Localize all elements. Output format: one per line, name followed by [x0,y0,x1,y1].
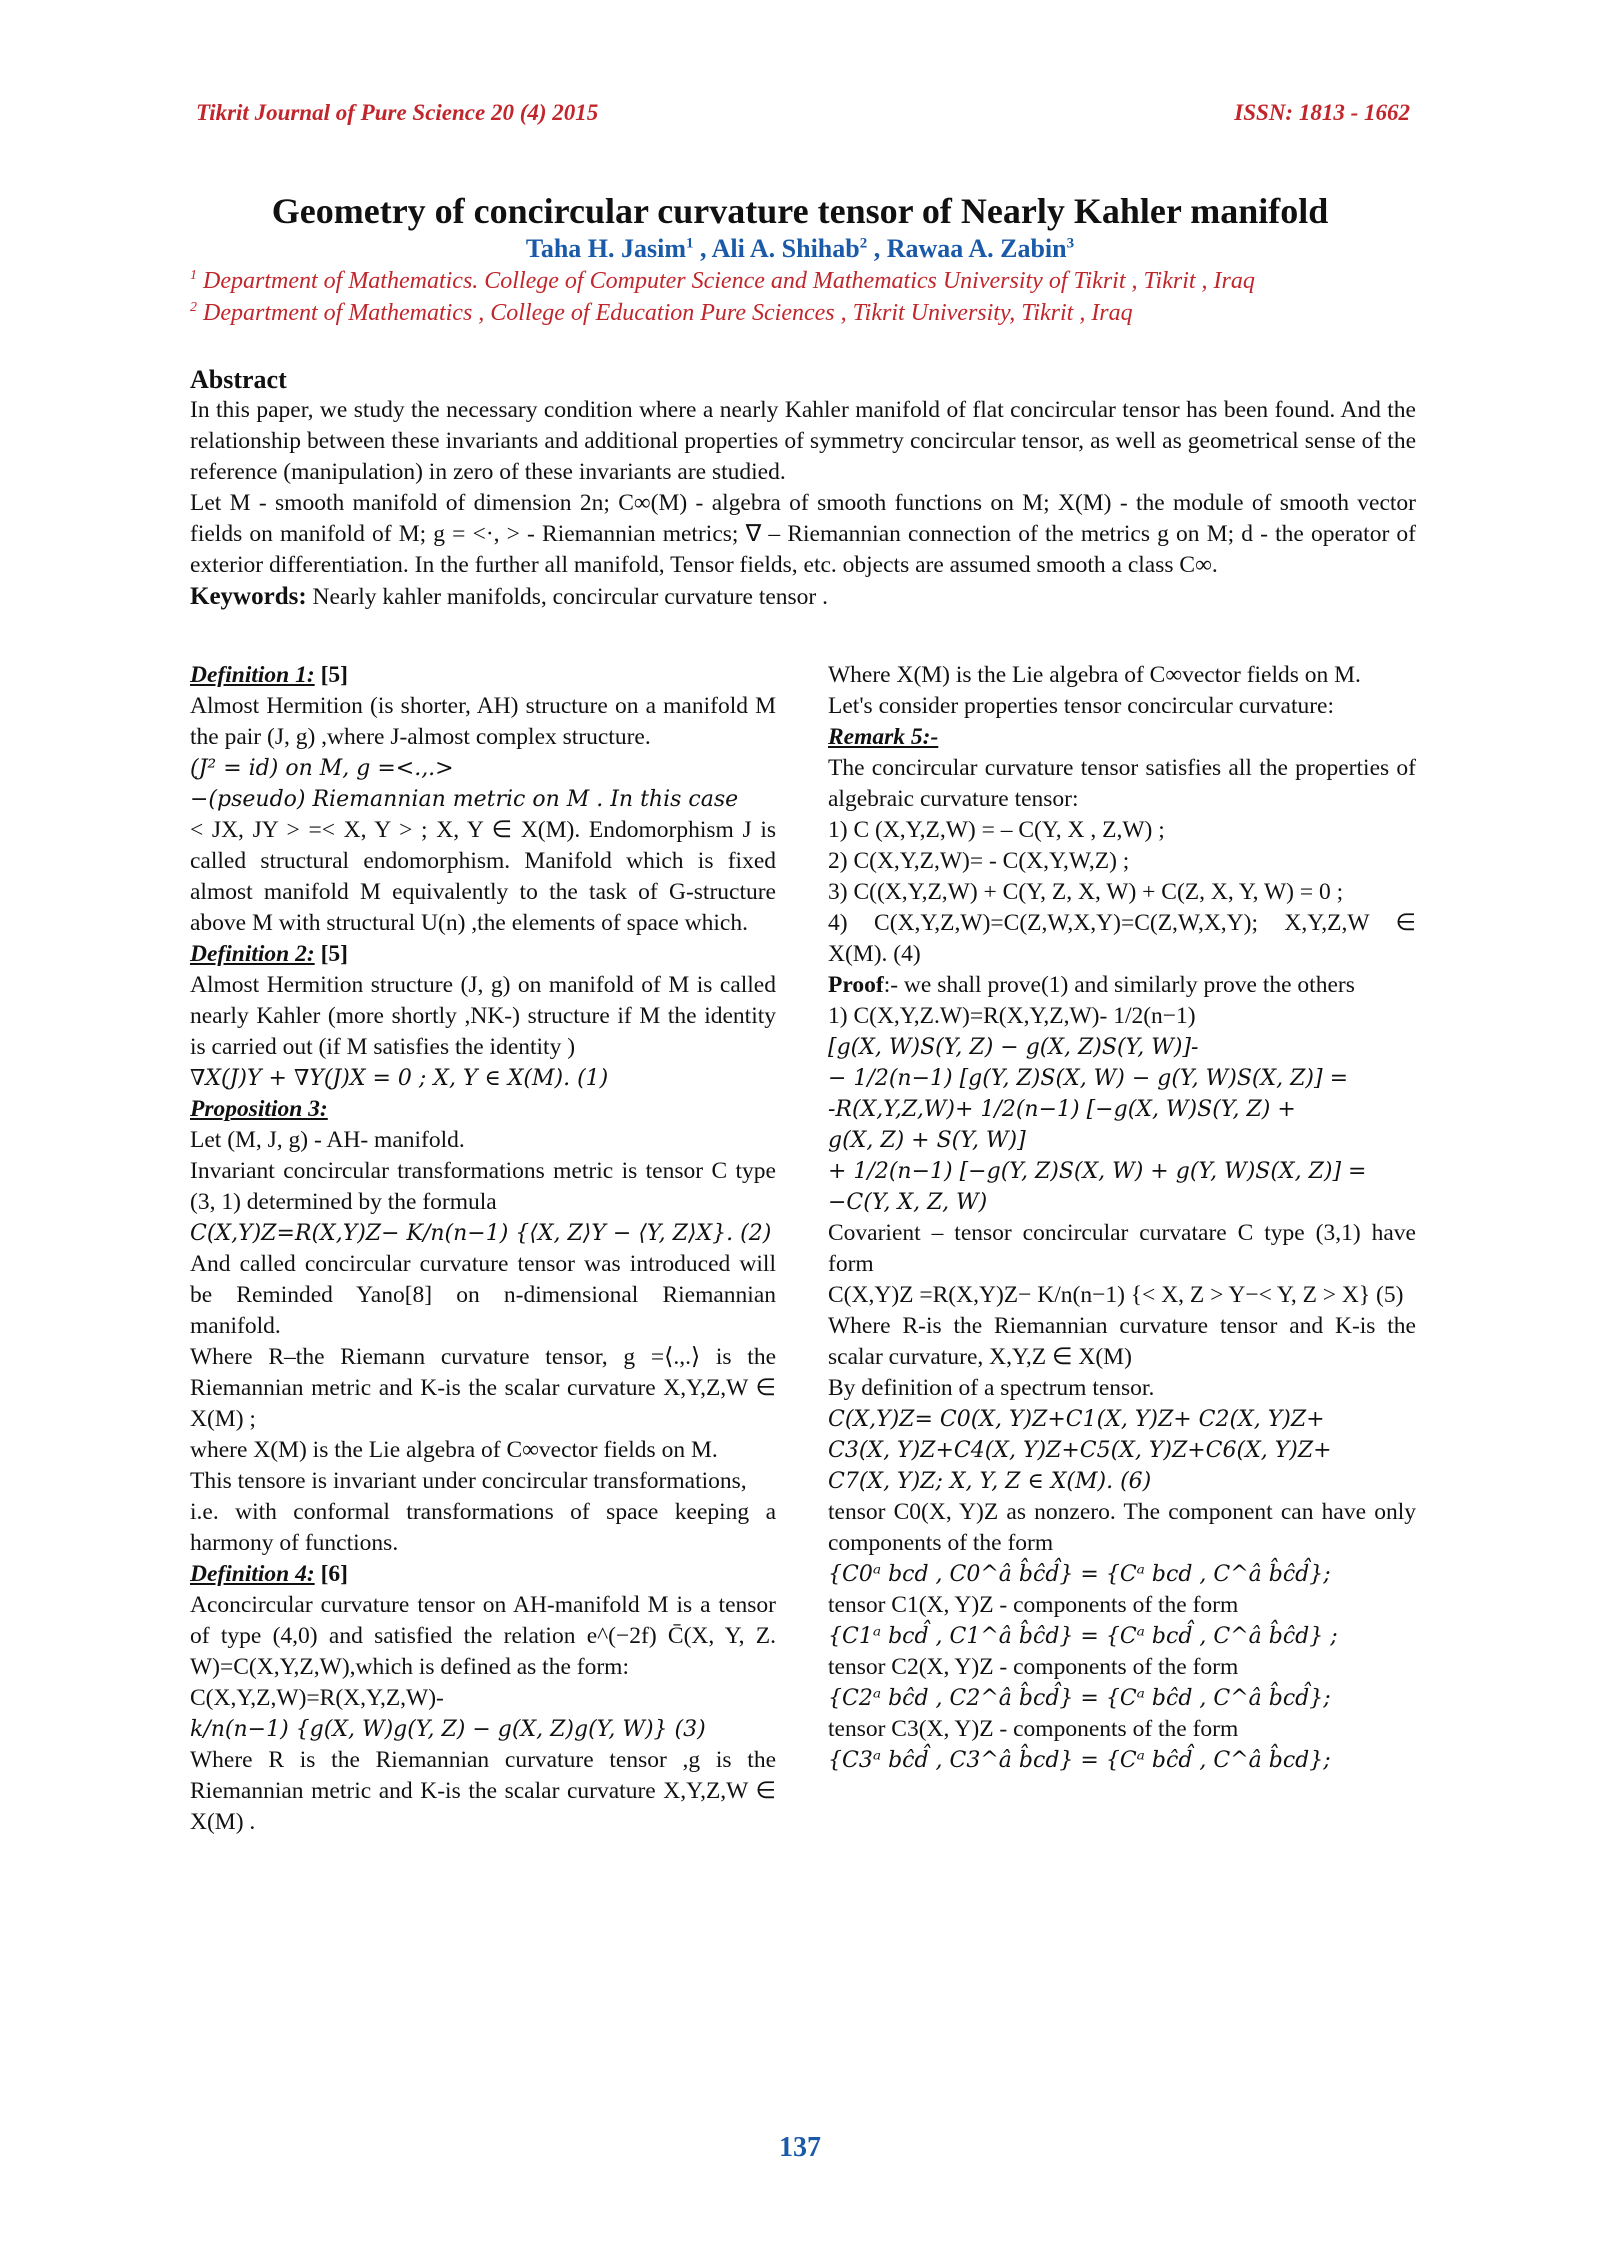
equation: C3(X, Y)Z+C4(X, Y)Z+C5(X, Y)Z+C6(X, Y)Z+ [828,1438,1332,1463]
body-text: i.e. with conformal transformations of space keeping a harmony of functions. [190,1499,776,1556]
author-name: Rawaa A. Zabin [886,234,1067,263]
property-item: 4) C(X,Y,Z,W)=C(Z,W,X,Y)=C(Z,W,X,Y); X,Y,Z,W ∈ X(M). (4) [828,910,1416,967]
affiliation [190,268,1255,295]
equation: {C3ᵃ bĉd̂ , C3^â b̂cd} = {Cᵃ bĉd̂ , C^â b̂cd}; [828,1748,1331,1773]
equation: {C0ᵃ bcd , C0^â b̂ĉd̂} = {Cᵃ bcd , C^â b̂ĉd̂}; [828,1562,1331,1587]
proposition-label: Proposition 3: [190,1096,328,1122]
keywords-line [190,581,1416,613]
property-item: 2) C(X,Y,Z,W)= - C(X,Y,W,Z) ; [828,848,1130,874]
issn-header: ISSN: 1813 - 1662 [1234,100,1410,125]
body-text: Almost Hermition structure (J, g) on manifold of M is called nearly Kahler (more shortly ,NK-) structure if M the identity is carried out (if M satisfies the identity ) [190,972,776,1060]
body-text: where X(M) is the Lie algebra of C∞vector fields on M. [190,1437,718,1463]
abstract-paragraph: Let M - smooth manifold of dimension 2n; C∞(M) - algebra of smooth functions on M; X(M) - the module of smooth vector fields on manifold of M; g = <·, > - Riemannian metrics; ∇ – Riemannian connection of the metrics g on M; d - the operator of exterior differentiation. In the further all manifold, Tensor fields, etc. objects are assumed smooth a class C∞. [190,490,1416,578]
equation: -R(X,Y,Z,W)+ 1/2(n−1) [−g(X, W)S(Y, Z) + [828,1097,1296,1122]
author-name: Taha H. Jasim [525,234,687,263]
abstract-section [190,364,1416,613]
definition-heading [190,1559,776,1590]
body-text: tensor C2(X, Y)Z - components of the form [828,1654,1239,1680]
definition-heading [828,722,1416,753]
definition-heading [190,660,776,691]
equation: ∇X(J)Y + ∇Y(J)X = 0 ; X, Y ∈ X(M). (1) [190,1066,609,1091]
author-sup: 2 [859,235,868,252]
abstract-paragraph: In this paper, we study the necessary condition where a nearly Kahler manifold of flat concircular tensor has been found. And the relationship between these invariants and additional properties of symmetry concircular tensor, as well as geometrical sense of the reference (manipulation) in zero of these invariants are studied. [190,397,1416,485]
author-list: Taha H. Jasim$^1$ , Ali A. Shihab$^2$ , Rawaa A. Zabin$^3$ [525,234,1075,263]
body-text: Almost Hermition (is shorter, AH) structure on a manifold M the pair (J, g) ,where J-almost complex structure. [190,693,776,750]
proof-line [828,970,1416,1001]
keywords-label: Keywords: [190,583,307,610]
proof-label: Proof [828,972,884,998]
body-text: tensor C3(X, Y)Z - components of the form [828,1716,1239,1742]
body-text: Let (M, J, g) - AH- manifold. [190,1127,465,1153]
equation: C(X,Y)Z=R(X,Y)Z− K/n(n−1) {⟨X, Z⟩Y − ⟨Y, Z⟩X}. (2) [190,1221,772,1246]
affiliation-sup: 2 [190,300,197,315]
body-text: Aconcircular curvature tensor on AH-manifold M is a tensor of type (4,0) and satisfied the relation e^(−2f) C̄(X, Y, Z. W)=C(X,Y,Z,W),which is defined as the form: [190,1592,776,1680]
equation: {C2ᵃ bĉd , C2^â b̂cd̂} = {Cᵃ bĉd , C^â b̂cd̂}; [828,1686,1331,1711]
abstract-heading: Abstract [190,365,287,394]
equation: −C(Y, X, Z, W) [828,1190,988,1215]
affiliation-text: Department of Mathematics. College of Computer Science and Mathematics University of Tikrit , Tikrit , Iraq [203,268,1255,294]
equation: [g(X, W)S(Y, Z) − g(X, Z)S(Y, W)]- [828,1035,1199,1060]
body-text: Let's consider properties tensor concircular curvature: [828,693,1335,719]
author-sup: 1 [686,235,694,252]
body-text: By definition of a spectrum tensor. [828,1375,1155,1401]
paper-title: Geometry of concircular curvature tensor of Nearly Kahler manifold [271,191,1329,231]
definition-label: Definition 4: [190,1561,315,1587]
body-text: Where R-is the Riemannian curvature tensor and K-is the scalar curvature, X,Y,Z ∈ X(M) [828,1313,1416,1370]
affiliation-sup: 1 [190,268,197,283]
citation: [5] [320,941,348,967]
body-text: Where X(M) is the Lie algebra of C∞vector fields on M. [828,662,1361,688]
equation: {C1ᵃ bcd̂ , C1^â b̂ĉd} = {Cᵃ bcd̂ , C^â b̂ĉd} ; [828,1624,1338,1649]
journal-header: Tikrit Journal of Pure Science 20 (4) 2015 [196,100,599,125]
body-text: This tensore is invariant under concircular transformations, [190,1468,747,1494]
property-item: 3) C((X,Y,Z,W) + C(Y, Z, X, W) + C(Z, X, Y, W) = 0 ; [828,879,1344,905]
body-text: And called concircular curvature tensor was introduced will be Reminded Yano[8] on n-dimensional Riemannian manifold. [190,1251,776,1339]
body-text: The concircular curvature tensor satisfies all the properties of algebraic curvature tensor: [828,755,1416,812]
body-text: Where R–the Riemann curvature tensor, g =⟨.,.⟩ is the Riemannian metric and K-is the scalar curvature X,Y,Z,W ∈ X(M) ; [190,1344,776,1432]
author-sup: 3 [1066,235,1075,252]
citation: [6] [320,1561,348,1587]
right-column [828,660,1416,1776]
body-text: tensor C0(X, Y)Z as nonzero. The component can have only components of the form [828,1499,1416,1556]
equation: 1) C(X,Y,Z.W)=R(X,Y,Z,W)- 1/2(n−1) [828,1003,1196,1029]
body-text: Invariant concircular transformations metric is tensor C type (3, 1) determined by the formula [190,1158,776,1215]
keywords-text: Nearly kahler manifolds, concircular curvature tensor . [312,584,829,610]
citation: [5] [320,662,348,688]
property-item: 1) C (X,Y,Z,W) = – C(Y, X , Z,W) ; [828,817,1165,843]
equation: C(X,Y,Z,W)=R(X,Y,Z,W)- [190,1685,444,1711]
definition-label: Definition 1: [190,662,315,688]
equation: (J² = id) on M, g =<.,.> [190,756,454,781]
equation: g(X, Z) + S(Y, W)] [828,1128,1026,1153]
page-number: 137 [779,2132,821,2163]
proof-text: :- we shall prove(1) and similarly prove the others [883,972,1355,998]
equation: C(X,Y)Z= C0(X, Y)Z+C1(X, Y)Z+ C2(X, Y)Z+ [828,1407,1325,1432]
body-text: Covarient – tensor concircular curvatare C type (3,1) have form [828,1220,1416,1277]
body-text: < JX, JY > =< X, Y > ; X, Y ∈ X(M). Endomorphism J is called structural endomorphism. Manifold which is fixed almost manifold M equivalently to the task of G-structure above M with structural U(n) ,the elements of space which. [190,817,776,936]
remark-label: Remark 5:- [828,724,939,750]
left-column [190,660,776,1838]
body-text: Where R is the Riemannian curvature tensor ,g is the Riemannian metric and K-is the scalar curvature X,Y,Z,W ∈ X(M) . [190,1747,776,1835]
equation: C7(X, Y)Z; X, Y, Z ∈ X(M). (6) [828,1469,1152,1494]
body-text: tensor C1(X, Y)Z - components of the form [828,1592,1239,1618]
equation: k/n(n−1) {g(X, W)g(Y, Z) − g(X, Z)g(Y, W)} (3) [190,1717,706,1742]
equation: −(pseudo) Riemannian metric on M . In this case [190,787,739,812]
definition-heading [190,939,776,970]
definition-label: Definition 2: [190,941,315,967]
equation: + 1/2(n−1) [−g(Y, Z)S(X, W) + g(Y, W)S(X, Z)] = [828,1159,1367,1184]
definition-heading [190,1094,776,1125]
equation: C(X,Y)Z =R(X,Y)Z− K/n(n−1) {< X, Z > Y−< Y, Z > X} (5) [828,1282,1404,1308]
affiliation [190,300,1133,327]
equation: − 1/2(n−1) [g(Y, Z)S(X, W) − g(Y, W)S(X, Z)] = [828,1066,1349,1091]
author-name: Ali A. Shihab [711,234,860,263]
affiliation-text: Department of Mathematics , College of Education Pure Sciences , Tikrit University, Tikrit , Iraq [203,300,1133,326]
